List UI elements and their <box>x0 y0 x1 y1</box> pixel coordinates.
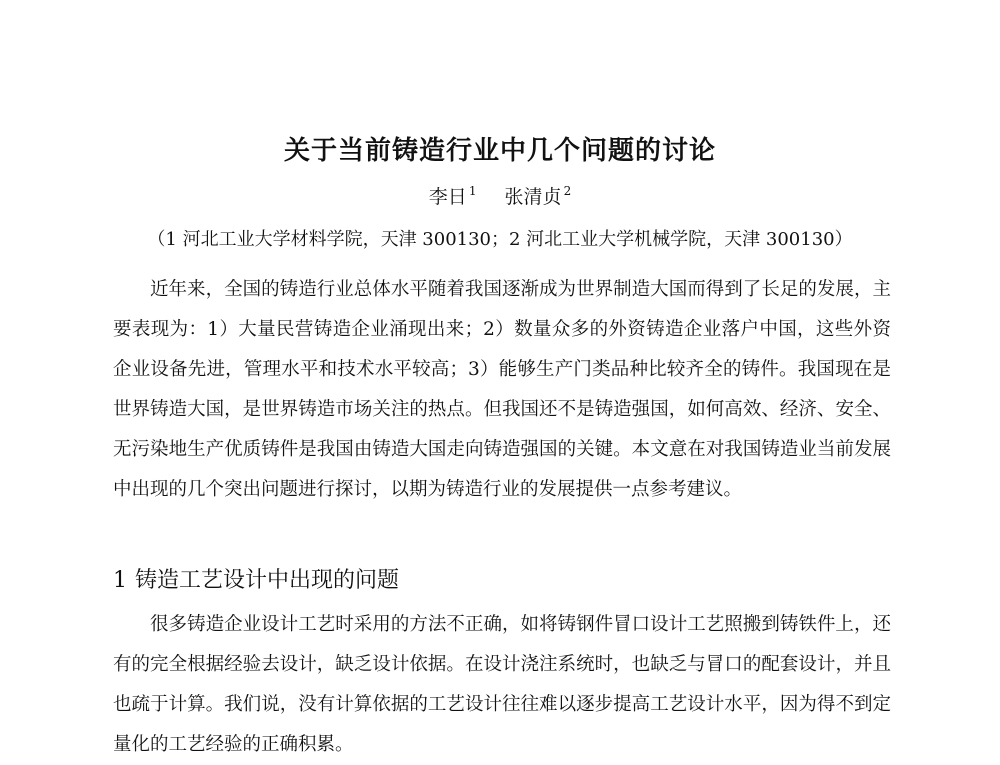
author-affiliation-mark: 2 <box>563 184 572 198</box>
affiliation-line: （1 河北工业大学材料学院，天津 300130；2 河北工业大学机械学院，天津 300130） <box>147 229 853 250</box>
intro-paragraph: 近年来，全国的铸造行业总体水平随着我国逐渐成为世界制造大国而得到了长足的发展，主要表现为：1）大量民营铸造企业涌现出来；2）数量众多的外资铸造企业落户中国，这些外资企业设备先进，管理水平和技术水平较高；3）能够生产门类品种比较齐全的铸件。我国现在是世界铸造大国，是世界铸造市场关注的热点。但我国还不是铸造强国，如何高效、经济、安全、无污染地生产优质铸件是我国由铸造大国走向铸造强国的关键。本文意在对我国铸造业当前发展中出现的几个突出问题进行探讨，以期为铸造行业的发展提供一点参考建议。 <box>113 279 891 500</box>
section-title: 铸造工艺设计中出现的问题 <box>135 568 400 593</box>
author-name: 李日 <box>428 186 467 208</box>
author-affiliation-mark: 1 <box>468 184 477 198</box>
section-paragraph: 很多铸造企业设计工艺时采用的方法不正确，如将铸钢件冒口设计工艺照搬到铸铁件上，还有的完全根据经验去设计，缺乏设计依据。在设计浇注系统时，也缺乏与冒口的配套设计，并且也疏于计算。我们说，没有计算依据的工艺设计往往难以逐步提高工艺设计水平，因为得不到定量化的工艺经验的正确积累。 <box>113 614 891 755</box>
author-name: 张清贞 <box>504 186 562 208</box>
author-line <box>0 182 1000 209</box>
section-number: 1 <box>113 568 127 593</box>
section-heading <box>113 563 399 594</box>
paper-title: 关于当前铸造行业中几个问题的讨论 <box>283 136 716 166</box>
